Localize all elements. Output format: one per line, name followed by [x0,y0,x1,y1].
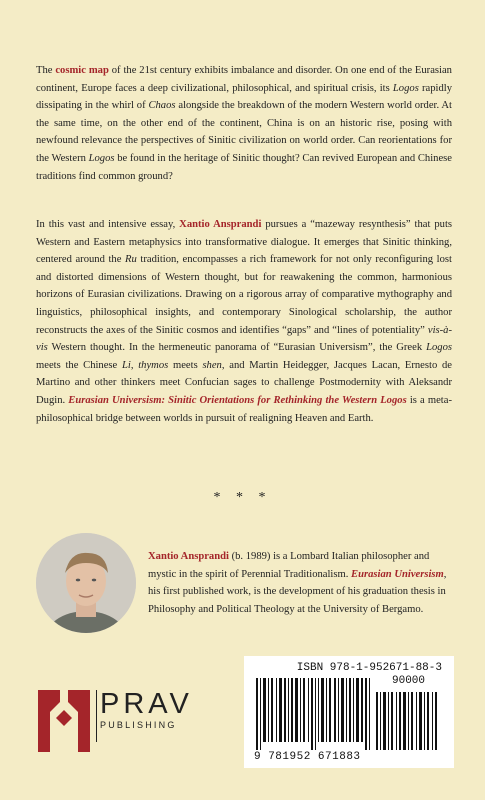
book-title-highlight: Eurasian Universism: Sinitic Orientations for Rethinking the Western Logos [68,394,407,406]
publisher-subtitle: PUBLISHING [100,720,177,730]
price-addon: 90000 [392,675,426,687]
description-paragraph-2: In this vast and intensive essay, Xantio Ansprandi pursues a “mazeway resynthesis” that puts Western and Eastern metaphysics into transformative dialogue. It emerges that Sinitic thinking, centered around the Ru tradition, encompasses a rich framework for not only reconfiguring lost and distorted dimensions of Western thought, but for reawakening the common, harmonious horizons of Eurasian civilizations. Drawing on a rigorous array of comparative mythography and linguistics, philosophical insights, and contemporary Sinological scholarship, the author reconstructs the axes of the Sinitic cosmos and identifies “gaps” and “lines of potentiality” vis-à-vis Western thought. In the hermeneutic panorama of “Eurasian Universism”, the Greek Logos meets the Chinese Li, thymos meets shen, and Martin Heidegger, Jacques Lacan, Ernesto de Martino and other thinkers meet Confucian sages to challenge Postmodernity with Aleksandr Dugin. Eurasian Universism: Sinitic Orientations for Rethinking the Western Logos is a meta-philosophical bridge between worlds in pursuit of realigning Heaven and Earth. [36,219,453,424]
prav-logo-icon [34,688,94,754]
publisher-wordmark [100,688,193,730]
description-paragraph-1: The cosmic map of the 21st century exhibits imbalance and disorder. On one end of the Eurasian continent, Europe faces a deep civilizational, philosophical, and spiritual crisis, its Logos rapidly dissipating in the whirl of Chaos alongside the breakdown of the modern Western world order. At the same time, on the other end of the continent, China is on an historic rise, posing with newfound relevance the perspectives of Sinitic civilization on world order. Can reorientations for the Western Logos be found in the heritage of Sinitic thought? Can revived European and Chinese traditions find common ground? [36,65,453,182]
isbn-label: ISBN 978-1-952671-88-3 [296,662,442,674]
logo-divider [96,690,97,742]
barcode-panel [244,656,454,768]
ean-number: 9 781952 671883 [254,751,361,763]
publisher-name: PRAV [100,688,193,720]
author-bio: Xantio Ansprandi (b. 1989) is a Lombard Italian philosopher and mystic in the spirit of Perennial Traditionalism. Eurasian Universism, his first published work, is the development of his graduation thesis in Philosophy and Political Theology at the University of Bergamo. [148,551,447,615]
cosmic-map-highlight: cosmic map [55,65,109,76]
section-separator: * * * [213,490,272,505]
barcode-graphic [252,678,446,750]
author-photo [36,533,136,633]
author-name-highlight: Xantio Ansprandi [179,219,262,230]
